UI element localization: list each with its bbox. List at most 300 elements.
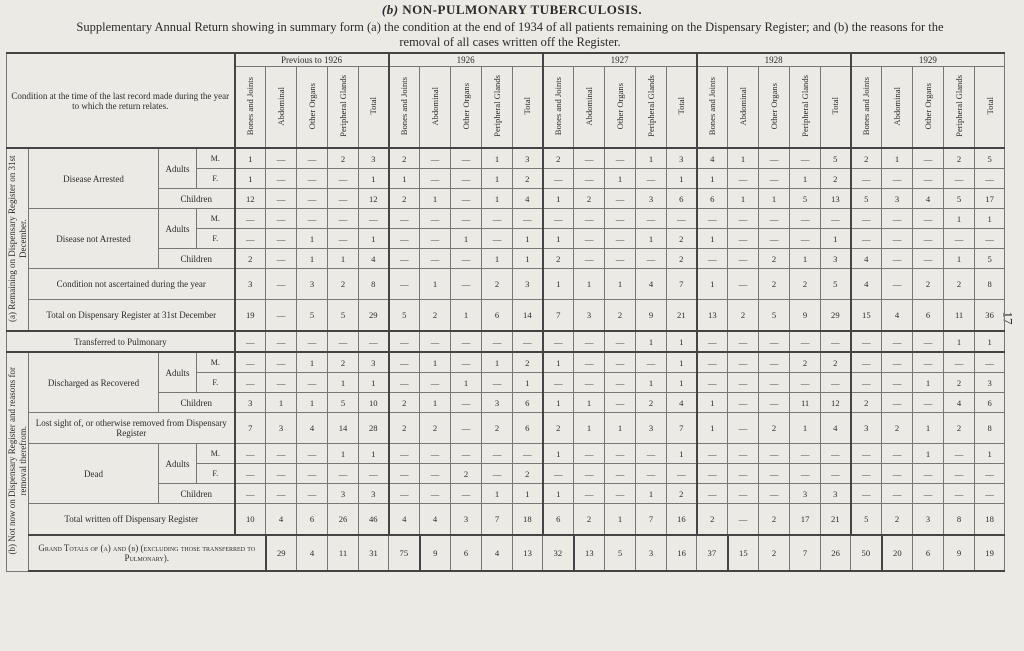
table-cell: 5 <box>328 300 359 332</box>
total-written-off-label: Total written off Dispensary Register <box>29 504 235 536</box>
table-cell: — <box>389 269 420 300</box>
table-cell: 4 <box>667 393 697 413</box>
table-cell: — <box>821 373 851 393</box>
table-cell: — <box>697 373 728 393</box>
table-cell: — <box>636 169 667 189</box>
table-cell: — <box>851 464 882 484</box>
table-cell: — <box>697 249 728 269</box>
table-cell: — <box>667 209 697 229</box>
table-cell: — <box>759 148 790 169</box>
table-cell: — <box>851 331 882 352</box>
table-cell: — <box>975 229 1005 249</box>
table-cell: 21 <box>667 300 697 332</box>
table-cell: 4 <box>851 249 882 269</box>
table-cell: — <box>266 331 297 352</box>
table-cell: — <box>759 484 790 504</box>
table-cell: 14 <box>328 413 359 444</box>
table-cell: 1 <box>913 444 944 464</box>
table-cell: — <box>482 209 513 229</box>
table-cell: — <box>851 444 882 464</box>
table-cell: — <box>420 249 451 269</box>
table-cell: 1 <box>297 393 328 413</box>
table-cell: — <box>266 300 297 332</box>
table-cell: 4 <box>882 300 913 332</box>
table-cell: — <box>235 373 266 393</box>
table-cell: 2 <box>482 269 513 300</box>
column-header: Abdominal <box>266 67 297 149</box>
table-cell: — <box>482 464 513 484</box>
table-cell: — <box>574 464 605 484</box>
table-cell: 2 <box>821 352 851 373</box>
table-cell: 6 <box>913 300 944 332</box>
table-cell: — <box>420 444 451 464</box>
table-cell: 1 <box>543 189 574 209</box>
adults-label: Adults <box>159 148 197 189</box>
table-cell: — <box>420 209 451 229</box>
table-cell: 1 <box>697 413 728 444</box>
table-cell: — <box>297 189 328 209</box>
column-header: Total <box>667 67 697 149</box>
table-cell: — <box>420 484 451 504</box>
table-cell: 2 <box>759 269 790 300</box>
table-cell: 1 <box>605 504 636 536</box>
table-cell: 1 <box>482 352 513 373</box>
table-cell: 2 <box>605 300 636 332</box>
table-cell: 1 <box>513 229 543 249</box>
year-header: 1926 <box>389 53 543 67</box>
table-cell: — <box>759 229 790 249</box>
table-cell: — <box>543 373 574 393</box>
table-cell: 5 <box>851 504 882 536</box>
table-cell: — <box>605 331 636 352</box>
table-cell: — <box>235 464 266 484</box>
table-cell: — <box>574 209 605 229</box>
table-cell: 16 <box>667 504 697 536</box>
sex-label: F. <box>197 229 235 249</box>
table-cell: 3 <box>636 535 667 571</box>
condition-not-ascertained-label: Condition not ascertained during the year <box>29 269 235 300</box>
table-cell: — <box>574 148 605 169</box>
table-cell: 3 <box>482 393 513 413</box>
table-cell: 1 <box>605 413 636 444</box>
table-cell: 4 <box>944 393 975 413</box>
table-cell: 2 <box>513 464 543 484</box>
table-cell: 1 <box>328 444 359 464</box>
table-cell: 1 <box>543 484 574 504</box>
column-header: Abdominal <box>882 67 913 149</box>
table-cell: 2 <box>667 484 697 504</box>
table-cell: 4 <box>513 189 543 209</box>
table-cell: — <box>821 209 851 229</box>
table-cell: — <box>605 209 636 229</box>
table-cell: 3 <box>297 269 328 300</box>
table-cell: 1 <box>944 331 975 352</box>
table-cell: — <box>913 229 944 249</box>
table-cell: 17 <box>790 504 821 536</box>
table-cell: — <box>697 352 728 373</box>
table-cell: 36 <box>975 300 1005 332</box>
table-cell: 2 <box>851 148 882 169</box>
table-cell: — <box>728 229 759 249</box>
table-cell: — <box>790 331 821 352</box>
table-cell: 2 <box>574 189 605 209</box>
table-cell: 5 <box>389 300 420 332</box>
table-cell: 1 <box>451 373 482 393</box>
table-cell: 2 <box>790 269 821 300</box>
table-cell: 6 <box>482 300 513 332</box>
table-cell: 1 <box>543 352 574 373</box>
table-cell: 12 <box>359 189 389 209</box>
table-cell: — <box>697 331 728 352</box>
table-cell: — <box>389 331 420 352</box>
table-cell: — <box>759 373 790 393</box>
table-cell: 1 <box>975 331 1005 352</box>
table-cell: — <box>328 209 359 229</box>
table-cell: — <box>420 148 451 169</box>
column-header: Peripheral Glands <box>944 67 975 149</box>
table-cell: — <box>636 464 667 484</box>
table-cell: — <box>605 484 636 504</box>
table-cell: — <box>451 169 482 189</box>
table-cell: 2 <box>790 352 821 373</box>
table-cell: — <box>482 331 513 352</box>
table-cell: — <box>913 393 944 413</box>
table-cell: — <box>790 229 821 249</box>
table-cell: — <box>728 352 759 373</box>
table-cell: 1 <box>451 300 482 332</box>
table-cell: — <box>667 464 697 484</box>
page-number: 17 <box>1000 311 1016 325</box>
table-cell: — <box>697 464 728 484</box>
table-cell: 2 <box>574 504 605 536</box>
table-cell: — <box>389 352 420 373</box>
table-cell: — <box>451 352 482 373</box>
table-cell: — <box>297 444 328 464</box>
table-cell: — <box>574 373 605 393</box>
table-cell: — <box>605 249 636 269</box>
table-cell: 46 <box>359 504 389 536</box>
column-header: Peripheral Glands <box>636 67 667 149</box>
table-cell: 6 <box>667 189 697 209</box>
table-cell: 13 <box>821 189 851 209</box>
table-cell: — <box>790 464 821 484</box>
table-cell: 5 <box>821 148 851 169</box>
table-cell: 7 <box>667 413 697 444</box>
table-cell: — <box>697 444 728 464</box>
table-cell: — <box>851 229 882 249</box>
table-cell: 1 <box>636 484 667 504</box>
disease-not-arrested-label: Disease not Arrested <box>29 209 159 269</box>
table-cell: 1 <box>913 413 944 444</box>
column-header: Other Organs <box>605 67 636 149</box>
table-cell: — <box>574 352 605 373</box>
table-cell: 4 <box>297 413 328 444</box>
table-cell: — <box>759 169 790 189</box>
table-cell: 6 <box>975 393 1005 413</box>
table-cell: — <box>420 464 451 484</box>
column-header: Bones and Joints <box>543 67 574 149</box>
table-cell: — <box>913 169 944 189</box>
table-cell: — <box>605 464 636 484</box>
table-cell: — <box>759 444 790 464</box>
table-cell: 5 <box>944 189 975 209</box>
table-cell: 1 <box>975 209 1005 229</box>
table-cell: — <box>728 169 759 189</box>
table-cell: 1 <box>543 229 574 249</box>
table-cell: — <box>790 373 821 393</box>
table-cell: 1 <box>636 148 667 169</box>
table-cell: — <box>389 484 420 504</box>
table-cell: 2 <box>513 169 543 189</box>
table-cell: 20 <box>882 535 913 571</box>
table-cell: 1 <box>636 373 667 393</box>
table-cell: — <box>636 249 667 269</box>
table-cell: — <box>451 209 482 229</box>
table-cell: — <box>235 331 266 352</box>
sex-label: F. <box>197 464 235 484</box>
column-header: Other Organs <box>913 67 944 149</box>
table-cell: — <box>882 269 913 300</box>
table-cell: — <box>574 484 605 504</box>
table-cell: — <box>328 169 359 189</box>
year-header: 1929 <box>851 53 1005 67</box>
table-cell: — <box>389 229 420 249</box>
table-cell: 1 <box>359 444 389 464</box>
table-cell: 1 <box>790 249 821 269</box>
sex-label: F. <box>197 373 235 393</box>
table-cell: — <box>266 373 297 393</box>
table-cell: — <box>975 484 1005 504</box>
table-cell: 15 <box>728 535 759 571</box>
children-label: Children <box>159 393 235 413</box>
table-cell: 16 <box>667 535 697 571</box>
table-cell: — <box>605 189 636 209</box>
column-header: Abdominal <box>574 67 605 149</box>
table-cell: 21 <box>821 504 851 536</box>
column-header: Other Organs <box>297 67 328 149</box>
column-header: Total <box>513 67 543 149</box>
table-cell: 2 <box>759 413 790 444</box>
table-cell: 2 <box>543 413 574 444</box>
table-cell: 4 <box>913 189 944 209</box>
table-cell: 1 <box>944 209 975 229</box>
table-cell: 1 <box>420 352 451 373</box>
table-cell: — <box>636 209 667 229</box>
table-cell: 2 <box>697 504 728 536</box>
table-cell: — <box>882 373 913 393</box>
table-cell: 4 <box>851 269 882 300</box>
table-cell: 13 <box>513 535 543 571</box>
table-cell: — <box>851 352 882 373</box>
table-cell: — <box>821 331 851 352</box>
table-cell: 1 <box>235 169 266 189</box>
table-cell: 2 <box>667 249 697 269</box>
table-cell: 1 <box>420 393 451 413</box>
sex-label: M. <box>197 148 235 169</box>
table-cell: 2 <box>451 464 482 484</box>
table-cell: 1 <box>667 331 697 352</box>
table-cell: — <box>851 209 882 229</box>
table-cell: — <box>574 331 605 352</box>
table-cell: — <box>821 464 851 484</box>
table-cell: 13 <box>697 300 728 332</box>
table-cell: 29 <box>266 535 297 571</box>
column-header: Abdominal <box>420 67 451 149</box>
table-cell: 3 <box>235 393 266 413</box>
table-cell: 19 <box>975 535 1005 571</box>
table-cell: — <box>574 444 605 464</box>
table-cell: — <box>543 464 574 484</box>
table-cell: — <box>728 413 759 444</box>
table-cell: 1 <box>605 269 636 300</box>
table-cell: 2 <box>944 413 975 444</box>
table-cell: 1 <box>328 249 359 269</box>
children-label: Children <box>159 249 235 269</box>
year-header: Previous to 1926 <box>235 53 389 67</box>
table-cell: 7 <box>790 535 821 571</box>
table-cell: 2 <box>851 393 882 413</box>
table-cell: 1 <box>975 444 1005 464</box>
table-cell: 1 <box>790 413 821 444</box>
table-cell: 5 <box>975 249 1005 269</box>
table-cell: 1 <box>297 352 328 373</box>
table-cell: 3 <box>790 484 821 504</box>
column-header: Peripheral Glands <box>482 67 513 149</box>
sex-label: M. <box>197 444 235 464</box>
table-cell: — <box>759 464 790 484</box>
adults-label: Adults <box>159 352 197 393</box>
table-cell: — <box>574 249 605 269</box>
table-cell: 26 <box>821 535 851 571</box>
table-cell: 3 <box>574 300 605 332</box>
transferred-label: Transferred to Pulmonary <box>7 331 235 352</box>
table-cell: — <box>728 373 759 393</box>
table-cell: 5 <box>297 300 328 332</box>
table-cell: 3 <box>821 484 851 504</box>
lost-sight-label: Lost sight of, or otherwise removed from Dispensary Register <box>29 413 235 444</box>
table-cell: — <box>266 209 297 229</box>
table-cell: — <box>636 352 667 373</box>
table-cell: — <box>482 373 513 393</box>
table-cell: 31 <box>359 535 389 571</box>
table-cell: — <box>851 169 882 189</box>
table-cell: 11 <box>328 535 359 571</box>
table-cell: — <box>420 169 451 189</box>
table-cell: — <box>451 484 482 504</box>
table-cell: 10 <box>235 504 266 536</box>
table-cell: 1 <box>667 444 697 464</box>
table-cell: 1 <box>697 393 728 413</box>
table-cell: 3 <box>359 148 389 169</box>
table-cell: 3 <box>975 373 1005 393</box>
table-cell: 3 <box>667 148 697 169</box>
table-cell: 1 <box>636 331 667 352</box>
table-cell: 2 <box>882 413 913 444</box>
dead-label: Dead <box>29 444 159 504</box>
table-cell: — <box>235 352 266 373</box>
table-cell: 1 <box>482 189 513 209</box>
table-cell: 6 <box>451 535 482 571</box>
table-cell: — <box>451 189 482 209</box>
column-header: Bones and Joints <box>235 67 266 149</box>
table-cell: — <box>513 444 543 464</box>
table-cell: 19 <box>235 300 266 332</box>
table-cell: 1 <box>882 148 913 169</box>
table-cell: — <box>882 331 913 352</box>
table-cell: 9 <box>420 535 451 571</box>
table-cell: — <box>389 444 420 464</box>
table-cell: — <box>851 484 882 504</box>
table-cell: 2 <box>882 504 913 536</box>
table-cell: 1 <box>482 148 513 169</box>
table-cell: 1 <box>359 229 389 249</box>
column-header: Other Organs <box>451 67 482 149</box>
table-cell: — <box>297 464 328 484</box>
table-cell: 1 <box>913 373 944 393</box>
table-cell: 2 <box>235 249 266 269</box>
table-cell: 4 <box>297 535 328 571</box>
table-cell: 2 <box>667 229 697 249</box>
table-cell: 3 <box>882 189 913 209</box>
table-cell: — <box>759 393 790 413</box>
year-header: 1927 <box>543 53 697 67</box>
table-cell: — <box>482 229 513 249</box>
column-header: Peripheral Glands <box>790 67 821 149</box>
table-cell: — <box>882 484 913 504</box>
grand-totals-label: Grand Totals of (a) and (b) (excluding those transferred to Pulmonary). <box>29 535 266 571</box>
table-cell: — <box>266 148 297 169</box>
table-cell: — <box>605 352 636 373</box>
table-cell: — <box>882 464 913 484</box>
table-cell: 3 <box>636 189 667 209</box>
table-cell: 7 <box>667 269 697 300</box>
column-header: Peripheral Glands <box>328 67 359 149</box>
table-cell: 1 <box>297 229 328 249</box>
discharged-label: Discharged as Recovered <box>29 352 159 413</box>
table-cell: — <box>266 464 297 484</box>
table-cell: — <box>297 148 328 169</box>
table-cell: — <box>728 393 759 413</box>
children-label: Children <box>159 484 235 504</box>
table-cell: — <box>328 229 359 249</box>
table-cell: — <box>513 331 543 352</box>
table-cell: 12 <box>235 189 266 209</box>
table-cell: 1 <box>759 189 790 209</box>
table-cell: — <box>266 229 297 249</box>
table-cell: — <box>944 484 975 504</box>
table-cell: — <box>543 169 574 189</box>
table-cell: — <box>636 444 667 464</box>
table-cell: — <box>944 464 975 484</box>
table-cell: 1 <box>605 169 636 189</box>
table-cell: 17 <box>975 189 1005 209</box>
table-cell: 6 <box>513 393 543 413</box>
table-cell: — <box>975 352 1005 373</box>
table-cell: 11 <box>944 300 975 332</box>
table-cell: 1 <box>389 169 420 189</box>
table-cell: — <box>944 444 975 464</box>
table-cell: — <box>913 352 944 373</box>
column-header: Bones and Joints <box>697 67 728 149</box>
table-cell: — <box>882 209 913 229</box>
table-cell: 1 <box>513 249 543 269</box>
table-cell: — <box>389 464 420 484</box>
column-header: Bones and Joints <box>851 67 882 149</box>
table-cell: 3 <box>359 352 389 373</box>
table-cell: 5 <box>975 148 1005 169</box>
table-cell: — <box>420 229 451 249</box>
table-cell: 3 <box>821 249 851 269</box>
